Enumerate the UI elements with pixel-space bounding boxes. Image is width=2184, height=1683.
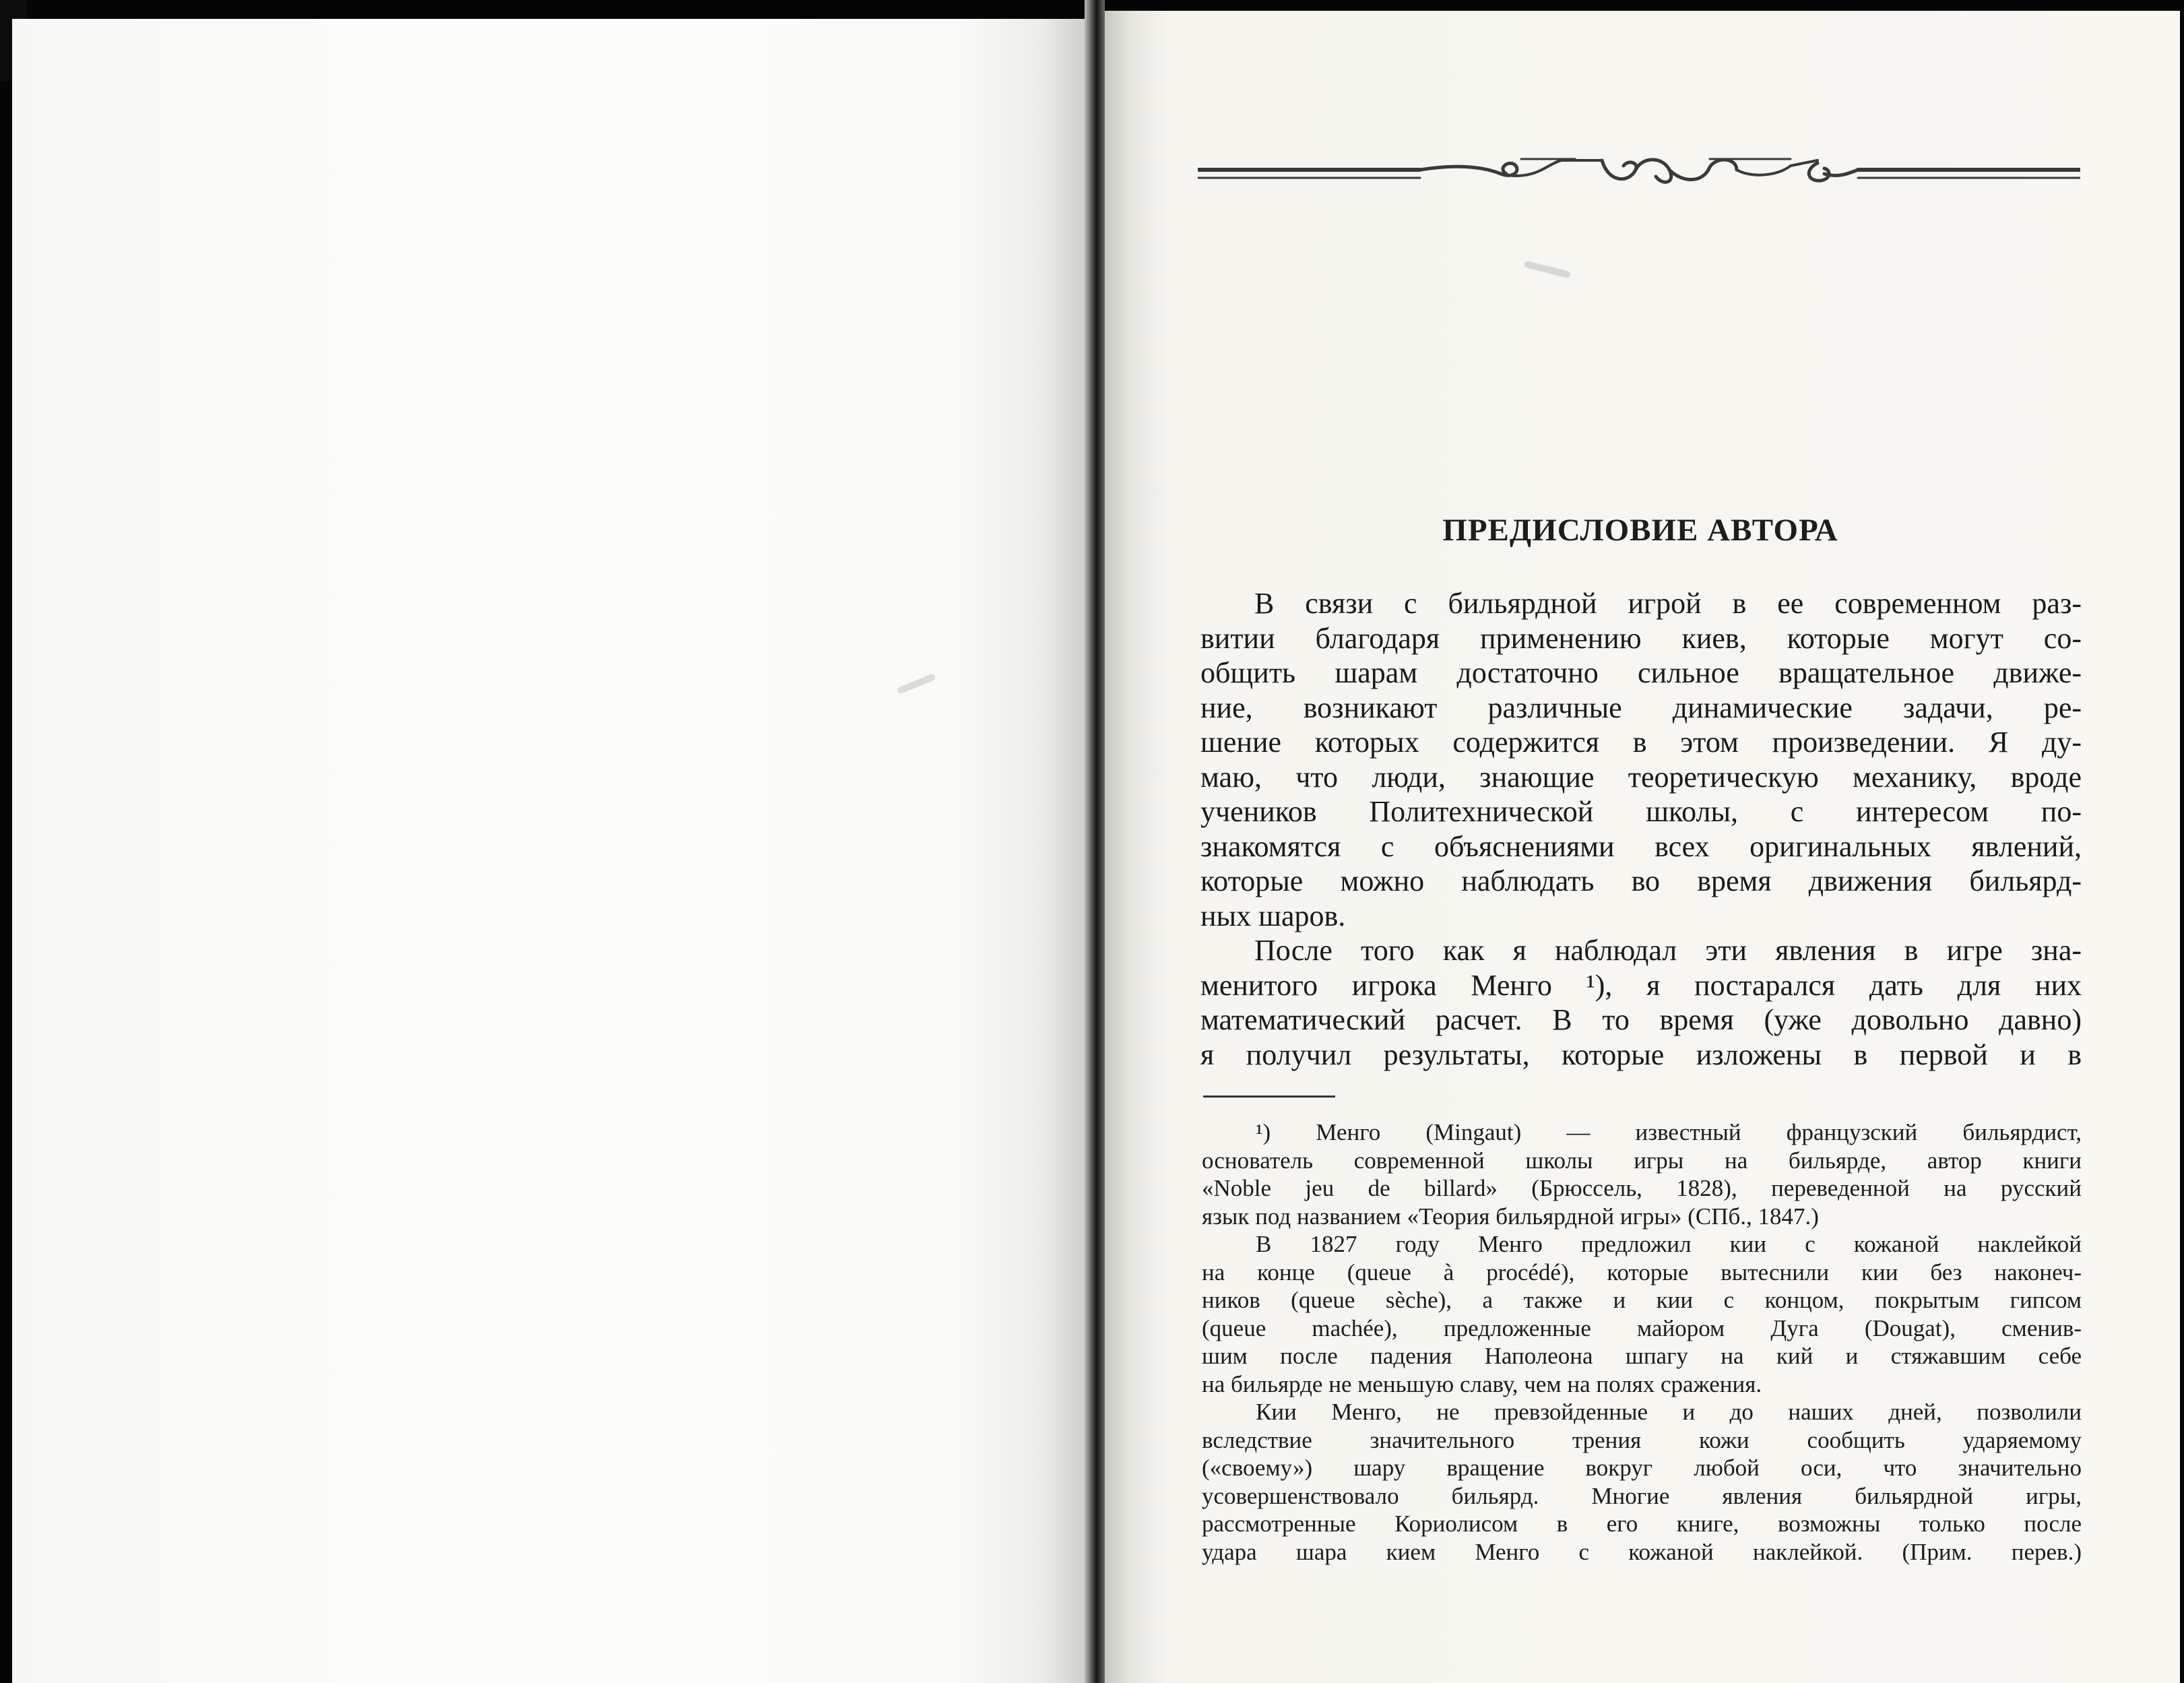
footnote-rule [1203,1095,1335,1098]
text-line: менитого игрока Менго ¹), я постарался дать для них [1200,968,2082,1002]
text-line: ние, возникают различные динамические задачи, ре- [1200,691,2082,724]
footnote-line: В 1827 году Менго предложил кии с кожаной наклейкой [1256,1231,2082,1257]
text-line: знакомятся с объяснениями всех оригинальных явлений, [1200,829,2082,863]
chapter-heading: ПРЕДИСЛОВИЕ АВТОРА [1442,513,1838,548]
text-line: витии благодаря применению киев, которые могут со- [1200,621,2082,655]
footnote-line: («своему») шару вращение вокруг любой оси, что значительно [1202,1455,2082,1481]
text-line: шение которых содержится в этом произведении. Я ду- [1200,726,2082,759]
text-line: общить шарам достаточно сильное вращательное движе- [1200,656,2082,689]
footnote-line: усовершенствовало бильярд. Многие явления бильярдной игры, [1202,1482,2082,1509]
footnote-line: (queue machée), предложенные майором Дуга (Dougat), сменив- [1202,1314,2082,1341]
footnotes [1202,1118,2082,1566]
footnote-line: шим после падения Наполеона шпагу на кий и стяжавшим себе [1202,1343,2082,1369]
footnote-line: «Noble jeu de billard» (Брюссель, 1828), переведенной на русский [1202,1175,2082,1201]
body-text [1200,586,2082,1072]
text-line: математический расчет. В то время (уже довольно давно) [1200,1003,2082,1036]
text-line: которые можно наблюдать во время движения бильярд- [1200,864,2082,897]
footnote-line: вследствие значительного трения кожи сообщить ударяемому [1202,1426,2082,1453]
footnote-line: удара шара кием Менго с кожаной наклейкой. (Прим. перев.) [1202,1538,2082,1565]
text-line: После того как я наблюдал эти явления в игре зна- [1254,934,2082,967]
footnote-line: язык под названием «Теория бильярдной игры» (СПб., 1847.) [1202,1203,1819,1230]
footnote-line: на конце (queue à procédé), которые вытеснили кии без наконеч- [1202,1259,2082,1285]
footnote-line: ников (queue sèche), а также и кии с концом, покрытым гипсом [1202,1287,2082,1313]
headpiece-ornament [1198,143,2080,203]
footnote-line: рассмотренные Кориолисом в его книге, возможны только после [1202,1511,2082,1537]
footnote-line: основатель современной школы игры на бильярде, автор книги [1202,1147,2082,1174]
text-line: ных шаров. [1200,899,1346,932]
text-line: учеников Политехнической школы, с интересом по- [1200,795,2082,828]
text-line: я получил результаты, которые изложены в первой и в [1200,1038,2082,1071]
footnote-line: Кии Менго, не превзойденные и до наших дней, позволили [1256,1399,2082,1425]
footnote-line: на бильярде не меньшую славу, чем на полях сражения. [1202,1370,1762,1397]
text-line: В связи с бильярдной игрой в ее современном раз- [1254,587,2082,620]
text-line: маю, что люди, знающие теоретическую механику, вроде [1200,760,2082,794]
footnote-line: ¹) Менго (Mingaut) — известный французский бильярдист, [1256,1119,2082,1145]
left-page-blank [12,19,1085,1683]
book-gutter [1085,0,1105,1683]
